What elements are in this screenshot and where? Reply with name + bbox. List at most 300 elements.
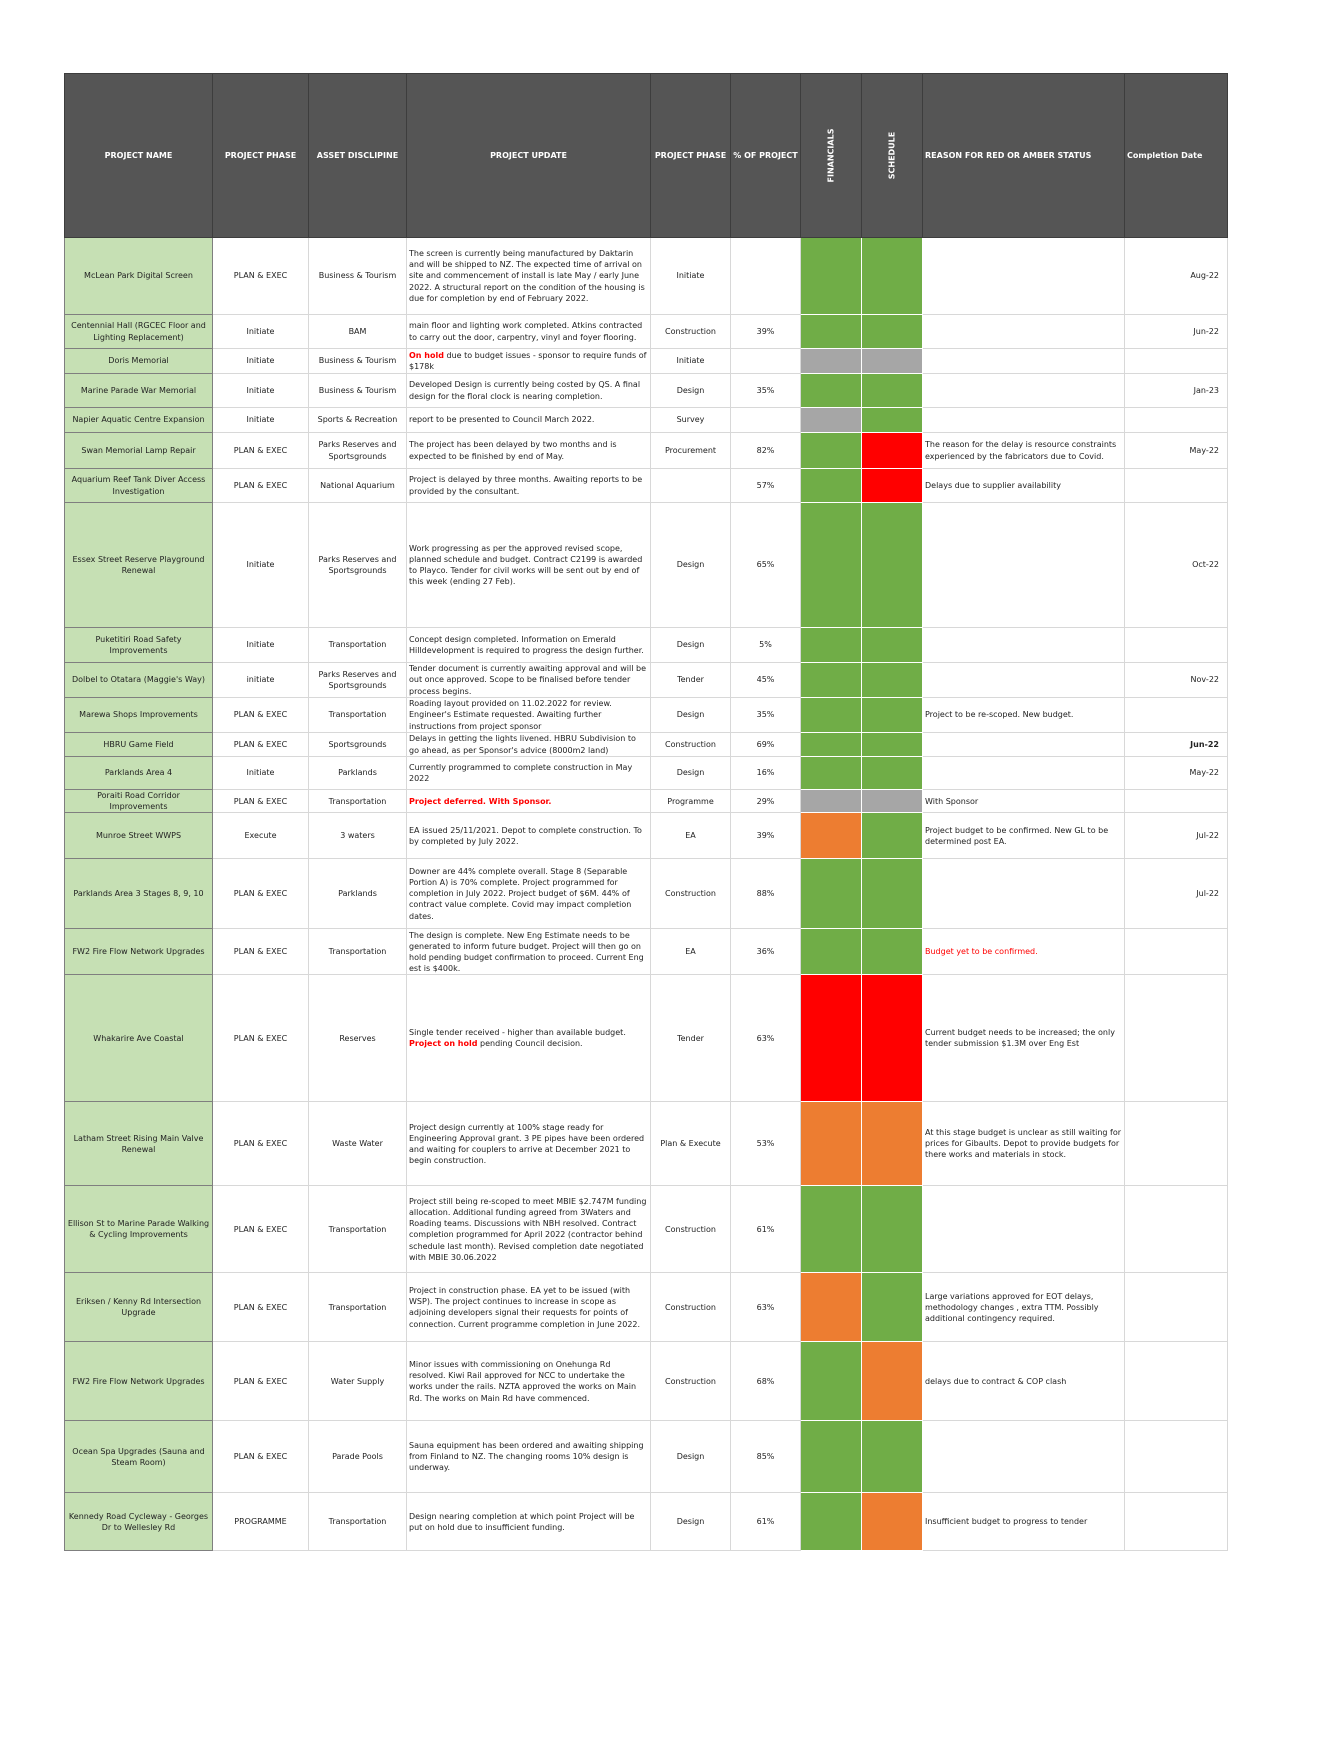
completion-date-cell: Aug-22 — [1125, 238, 1228, 315]
completion-date-cell: Jul-22 — [1125, 859, 1228, 929]
table-row — [65, 628, 1228, 663]
completion-date-cell — [1125, 975, 1228, 1102]
table-row — [65, 1421, 1228, 1493]
project-phase-cell: PLAN & EXEC — [213, 975, 309, 1102]
project-name-cell: Marewa Shops Improvements — [65, 698, 213, 733]
asset-discipline-cell: Transportation — [309, 1186, 407, 1273]
update-flag: Project deferred. With Sponsor. — [409, 796, 552, 806]
project-phase-2-cell: Tender — [651, 975, 731, 1102]
asset-discipline-cell: Transportation — [309, 698, 407, 733]
completion-date-cell — [1125, 628, 1228, 663]
project-update-cell — [407, 374, 651, 408]
schedule-status-cell — [862, 315, 923, 349]
header-project-update: PROJECT UPDATE — [407, 74, 651, 238]
project-phase-2-cell: Tender — [651, 663, 731, 698]
update-text: main floor and lighting work completed. Atkins contracted to carry out the door, carpentry, vinyl and foyer flooring. — [409, 321, 643, 342]
reason-cell — [923, 813, 1125, 859]
project-phase-2-cell: Procurement — [651, 433, 731, 469]
project-name-cell: Ocean Spa Upgrades (Sauna and Steam Room) — [65, 1421, 213, 1493]
update-text: Tender document is currently awaiting approval and will be out once approved. Scope to be finalised before tender process begins. — [409, 664, 646, 696]
table-row — [65, 315, 1228, 349]
project-phase-cell: Execute — [213, 813, 309, 859]
header-project-phase: PROJECT PHASE — [213, 74, 309, 238]
reason-cell — [923, 1421, 1125, 1493]
update-text: The design is complete. New Eng Estimate needs to be generated to inform future budget. Project will then go on hold pending budget confirmation to proceed. Current Eng est is $400k. — [409, 930, 644, 974]
reason-text: Large variations approved for EOT delays, methodology changes , extra TTM. Possibly additional contingency required. — [925, 1291, 1099, 1323]
project-name-cell: Whakarire Ave Coastal — [65, 975, 213, 1102]
schedule-status-cell — [862, 1102, 923, 1186]
project-phase-2-cell: Construction — [651, 859, 731, 929]
project-name-cell: Munroe Street WWPS — [65, 813, 213, 859]
update-text: Delays in getting the lights livened. HBRU Subdivision to go ahead, as per Sponsor's advice (8000m2 land) — [409, 734, 636, 755]
project-name-cell: Eriksen / Kenny Rd Intersection Upgrade — [65, 1273, 213, 1342]
reason-text: Project budget to be confirmed. New GL to be determined post EA. — [925, 825, 1109, 846]
financials-status-cell — [801, 374, 862, 408]
update-text: due to budget issues - sponsor to require funds of $178k — [409, 350, 647, 371]
percent-cell: 57% — [731, 469, 801, 503]
project-phase-cell: PLAN & EXEC — [213, 1102, 309, 1186]
asset-discipline-cell: Waste Water — [309, 1102, 407, 1186]
financials-status-cell — [801, 349, 862, 374]
project-name-cell: Ellison St to Marine Parade Walking & Cycling Improvements — [65, 1186, 213, 1273]
project-update-cell — [407, 238, 651, 315]
reason-cell — [923, 1102, 1125, 1186]
completion-date-cell: Jan-23 — [1125, 374, 1228, 408]
completion-date-cell — [1125, 469, 1228, 503]
project-name-cell: FW2 Fire Flow Network Upgrades — [65, 1342, 213, 1421]
update-text: Developed Design is currently being costed by QS. A final design for the floral clock is nearing completion. — [409, 380, 641, 401]
project-phase-cell: PLAN & EXEC — [213, 1342, 309, 1421]
completion-date-cell — [1125, 1102, 1228, 1186]
percent-cell: 45% — [731, 663, 801, 698]
schedule-status-cell — [862, 628, 923, 663]
financials-status-cell — [801, 663, 862, 698]
percent-cell: 63% — [731, 975, 801, 1102]
header-project-name: PROJECT NAME — [65, 74, 213, 238]
percent-cell — [731, 349, 801, 374]
project-phase-2-cell: EA — [651, 813, 731, 859]
reason-cell — [923, 628, 1125, 663]
project-phase-2-cell: Survey — [651, 408, 731, 433]
project-phase-cell: Initiate — [213, 757, 309, 790]
reason-text: Current budget needs to be increased; the only tender submission $1.3M over Eng Est — [925, 1028, 1115, 1049]
reason-cell — [923, 349, 1125, 374]
schedule-status-cell — [862, 790, 923, 813]
asset-discipline-cell: Parklands — [309, 757, 407, 790]
percent-cell: 61% — [731, 1186, 801, 1273]
project-update-cell — [407, 975, 651, 1102]
schedule-status-cell — [862, 975, 923, 1102]
table-row — [65, 503, 1228, 628]
update-flag: On hold — [409, 350, 444, 360]
reason-cell — [923, 733, 1125, 757]
header-completion-date: Completion Date — [1125, 74, 1228, 238]
project-update-cell — [407, 433, 651, 469]
table-row — [65, 349, 1228, 374]
project-phase-2-cell: Construction — [651, 1273, 731, 1342]
project-name-cell: Aquarium Reef Tank Diver Access Investigation — [65, 469, 213, 503]
schedule-status-cell — [862, 408, 923, 433]
reason-text: The reason for the delay is resource constraints experienced by the fabricators due to Covid. — [925, 440, 1117, 461]
project-phase-cell: PLAN & EXEC — [213, 238, 309, 315]
project-name-cell: HBRU Game Field — [65, 733, 213, 757]
project-name-cell: Dolbel to Otatara (Maggie's Way) — [65, 663, 213, 698]
reason-cell — [923, 1273, 1125, 1342]
schedule-status-cell — [862, 757, 923, 790]
project-name-cell: Puketitiri Road Safety Improvements — [65, 628, 213, 663]
schedule-status-cell — [862, 1273, 923, 1342]
project-name-cell: Essex Street Reserve Playground Renewal — [65, 503, 213, 628]
reason-cell — [923, 315, 1125, 349]
project-phase-2-cell: Design — [651, 1493, 731, 1551]
table-body — [65, 238, 1228, 1551]
table-row — [65, 929, 1228, 975]
financials-status-cell — [801, 1493, 862, 1551]
percent-cell: 39% — [731, 315, 801, 349]
asset-discipline-cell: Transportation — [309, 929, 407, 975]
project-phase-2-cell: EA — [651, 929, 731, 975]
completion-date-cell: May-22 — [1125, 757, 1228, 790]
asset-discipline-cell: Parks Reserves and Sportsgrounds — [309, 663, 407, 698]
project-phase-cell: Initiate — [213, 349, 309, 374]
reason-cell — [923, 757, 1125, 790]
completion-date-cell — [1125, 790, 1228, 813]
financials-status-cell — [801, 757, 862, 790]
project-name-cell: FW2 Fire Flow Network Upgrades — [65, 929, 213, 975]
table-row — [65, 813, 1228, 859]
financials-status-cell — [801, 238, 862, 315]
project-status-table — [64, 73, 1228, 1551]
project-update-cell — [407, 859, 651, 929]
financials-status-cell — [801, 813, 862, 859]
percent-cell: 5% — [731, 628, 801, 663]
completion-date-cell: Jun-22 — [1125, 315, 1228, 349]
reason-cell — [923, 1493, 1125, 1551]
project-update-cell — [407, 408, 651, 433]
percent-cell: 65% — [731, 503, 801, 628]
table-row — [65, 733, 1228, 757]
reason-text: Project to be re-scoped. New budget. — [925, 710, 1074, 720]
header-row — [65, 74, 1228, 238]
schedule-status-cell — [862, 859, 923, 929]
header-asset-discipline: ASSET DISCLIPINE — [309, 74, 407, 238]
percent-cell: 88% — [731, 859, 801, 929]
project-name-cell: Napier Aquatic Centre Expansion — [65, 408, 213, 433]
financials-status-cell — [801, 1342, 862, 1421]
schedule-status-cell — [862, 698, 923, 733]
asset-discipline-cell: Transportation — [309, 1273, 407, 1342]
financials-status-cell — [801, 790, 862, 813]
project-phase-2-cell: Design — [651, 503, 731, 628]
project-phase-2-cell — [651, 469, 731, 503]
reason-cell — [923, 859, 1125, 929]
project-update-cell — [407, 813, 651, 859]
project-phase-cell: Initiate — [213, 374, 309, 408]
project-update-cell — [407, 315, 651, 349]
table-row — [65, 1186, 1228, 1273]
asset-discipline-cell: Sports & Recreation — [309, 408, 407, 433]
schedule-status-cell — [862, 433, 923, 469]
project-phase-cell: PLAN & EXEC — [213, 433, 309, 469]
project-phase-2-cell: Plan & Execute — [651, 1102, 731, 1186]
table-row — [65, 698, 1228, 733]
schedule-status-cell — [862, 813, 923, 859]
schedule-status-cell — [862, 1493, 923, 1551]
project-update-cell — [407, 469, 651, 503]
project-phase-cell: PLAN & EXEC — [213, 469, 309, 503]
asset-discipline-cell: Business & Tourism — [309, 374, 407, 408]
project-name-cell: Doris Memorial — [65, 349, 213, 374]
financials-status-cell — [801, 698, 862, 733]
asset-discipline-cell: Sportsgrounds — [309, 733, 407, 757]
financials-status-cell — [801, 929, 862, 975]
percent-cell — [731, 238, 801, 315]
percent-cell: 35% — [731, 374, 801, 408]
completion-date-cell: Jul-22 — [1125, 813, 1228, 859]
project-update-cell — [407, 663, 651, 698]
reason-text: Insufficient budget to progress to tender — [925, 1517, 1088, 1527]
project-phase-2-cell: Initiate — [651, 349, 731, 374]
asset-discipline-cell: Parade Pools — [309, 1421, 407, 1493]
asset-discipline-cell: Parks Reserves and Sportsgrounds — [309, 433, 407, 469]
financials-status-cell — [801, 859, 862, 929]
reason-text: At this stage budget is unclear as still waiting for prices for Gibaults. Depot to provide budgets for there works and materials in stock. — [925, 1128, 1122, 1160]
schedule-status-cell — [862, 929, 923, 975]
project-phase-2-cell: Design — [651, 698, 731, 733]
reason-cell — [923, 698, 1125, 733]
asset-discipline-cell: Reserves — [309, 975, 407, 1102]
completion-date-cell: May-22 — [1125, 433, 1228, 469]
asset-discipline-cell: Business & Tourism — [309, 349, 407, 374]
percent-cell: 61% — [731, 1493, 801, 1551]
project-name-cell: Latham Street Rising Main Valve Renewal — [65, 1102, 213, 1186]
percent-cell: 16% — [731, 757, 801, 790]
project-update-cell — [407, 1421, 651, 1493]
project-phase-cell: PROGRAMME — [213, 1493, 309, 1551]
schedule-status-cell — [862, 374, 923, 408]
table-row — [65, 1273, 1228, 1342]
table-row — [65, 469, 1228, 503]
reason-cell — [923, 1186, 1125, 1273]
project-update-cell — [407, 733, 651, 757]
project-phase-cell: PLAN & EXEC — [213, 790, 309, 813]
project-phase-2-cell: Design — [651, 757, 731, 790]
project-phase-cell: PLAN & EXEC — [213, 698, 309, 733]
schedule-status-cell — [862, 733, 923, 757]
percent-cell: 29% — [731, 790, 801, 813]
update-text: Project design currently at 100% stage ready for Engineering Approval grant. 3 PE pipes have been ordered and waiting for couplers to arrive at December 2021 to begin construction. — [409, 1122, 645, 1166]
project-name-cell: Parklands Area 4 — [65, 757, 213, 790]
project-update-cell — [407, 929, 651, 975]
financials-status-cell — [801, 628, 862, 663]
percent-cell: 63% — [731, 1273, 801, 1342]
project-update-cell — [407, 1102, 651, 1186]
header-reason: REASON FOR RED OR AMBER STATUS — [923, 74, 1125, 238]
schedule-status-cell — [862, 469, 923, 503]
update-text: Roading layout provided on 11.02.2022 for review. Engineer's Estimate requested. Awaiting further instructions from project sponsor — [409, 699, 612, 731]
project-update-cell — [407, 790, 651, 813]
project-update-cell — [407, 1342, 651, 1421]
table-row — [65, 238, 1228, 315]
financials-status-cell — [801, 1421, 862, 1493]
completion-date-cell — [1125, 1186, 1228, 1273]
financials-status-cell — [801, 733, 862, 757]
project-phase-cell: PLAN & EXEC — [213, 1421, 309, 1493]
table-row — [65, 1102, 1228, 1186]
project-phase-2-cell: Design — [651, 628, 731, 663]
update-text: Sauna equipment has been ordered and awaiting shipping from Finland to NZ. The changing rooms 10% design is underway. — [409, 1441, 644, 1473]
asset-discipline-cell: National Aquarium — [309, 469, 407, 503]
update-text: Single tender received - higher than available budget. — [409, 1028, 626, 1038]
header-schedule: SCHEDULE — [862, 74, 923, 238]
percent-cell: 36% — [731, 929, 801, 975]
asset-discipline-cell: 3 waters — [309, 813, 407, 859]
update-text: Project in construction phase. EA yet to be issued (with WSP). The project continues to increase in scope as adjoining developers signal their requests for points of connection. Current programme completion in June 2022. — [409, 1286, 641, 1329]
project-phase-2-cell: Programme — [651, 790, 731, 813]
reason-cell — [923, 929, 1125, 975]
completion-date-cell: Nov-22 — [1125, 663, 1228, 698]
project-update-cell — [407, 1493, 651, 1551]
project-update-cell — [407, 349, 651, 374]
schedule-status-cell — [862, 238, 923, 315]
reason-cell — [923, 374, 1125, 408]
completion-date-cell — [1125, 698, 1228, 733]
project-name-cell: Kennedy Road Cycleway - Georges Dr to Wellesley Rd — [65, 1493, 213, 1551]
percent-cell: 82% — [731, 433, 801, 469]
project-phase-cell: Initiate — [213, 408, 309, 433]
project-phase-2-cell: Construction — [651, 1342, 731, 1421]
schedule-status-cell — [862, 349, 923, 374]
schedule-status-cell — [862, 503, 923, 628]
completion-date-cell — [1125, 1421, 1228, 1493]
percent-cell: 35% — [731, 698, 801, 733]
percent-cell: 53% — [731, 1102, 801, 1186]
project-phase-2-cell: Initiate — [651, 238, 731, 315]
table-row — [65, 1493, 1228, 1551]
table-row — [65, 663, 1228, 698]
reason-text: Delays due to supplier availability — [925, 480, 1061, 490]
project-phase-cell: PLAN & EXEC — [213, 1273, 309, 1342]
project-update-cell — [407, 698, 651, 733]
project-name-cell: Centennial Hall (RGCEC Floor and Lighting Replacement) — [65, 315, 213, 349]
table-row — [65, 790, 1228, 813]
project-update-cell — [407, 503, 651, 628]
reason-text: delays due to contract & COP clash — [925, 1376, 1067, 1386]
asset-discipline-cell: BAM — [309, 315, 407, 349]
financials-status-cell — [801, 1186, 862, 1273]
financials-status-cell — [801, 315, 862, 349]
completion-date-cell: Oct-22 — [1125, 503, 1228, 628]
update-text: The screen is currently being manufactured by Daktarin and will be shipped to NZ. The expected time of arrival on site and commencement of install is late May / early June 2022. A structural report on the condition of the housing is due for completion by end of February 2022. — [409, 249, 645, 303]
asset-discipline-cell: Water Supply — [309, 1342, 407, 1421]
project-phase-cell: PLAN & EXEC — [213, 1186, 309, 1273]
asset-discipline-cell: Transportation — [309, 1493, 407, 1551]
project-name-cell: Marine Parade War Memorial — [65, 374, 213, 408]
financials-status-cell — [801, 1102, 862, 1186]
reason-cell — [923, 433, 1125, 469]
completion-date-cell — [1125, 1273, 1228, 1342]
update-text: Downer are 44% complete overall. Stage 8 (Separable Portion A) is 70% complete. Project programmed for completion in July 2022. Project budget of $6M. 44% of contract value complete. Covid may impact completion dates. — [409, 866, 632, 921]
update-text: EA issued 25/11/2021. Depot to complete construction. To by completed by July 2022. — [409, 825, 642, 846]
project-update-cell — [407, 1273, 651, 1342]
reason-cell — [923, 663, 1125, 698]
completion-date-cell — [1125, 1342, 1228, 1421]
project-phase-cell: Initiate — [213, 628, 309, 663]
schedule-status-cell — [862, 1186, 923, 1273]
table-row — [65, 408, 1228, 433]
percent-cell: 39% — [731, 813, 801, 859]
table-row — [65, 757, 1228, 790]
reason-cell — [923, 408, 1125, 433]
financials-status-cell — [801, 503, 862, 628]
percent-cell: 85% — [731, 1421, 801, 1493]
project-name-cell: McLean Park Digital Screen — [65, 238, 213, 315]
update-text: Currently programmed to complete construction in May 2022 — [409, 762, 633, 783]
financials-status-cell — [801, 408, 862, 433]
financials-status-cell — [801, 975, 862, 1102]
reason-cell — [923, 1342, 1125, 1421]
header-project-phase-2: PROJECT PHASE — [651, 74, 731, 238]
update-text: report to be presented to Council March 2022. — [409, 415, 595, 425]
update-text: Minor issues with commissioning on Onehunga Rd resolved. Kiwi Rail approved for NCC to undertake the works under the rails. NZTA approved the works on Main Rd. The works on Main Rd have commenced. — [409, 1360, 637, 1403]
project-phase-2-cell: Construction — [651, 733, 731, 757]
asset-discipline-cell: Business & Tourism — [309, 238, 407, 315]
completion-date-cell — [1125, 349, 1228, 374]
completion-date-cell — [1125, 1493, 1228, 1551]
reason-cell — [923, 975, 1125, 1102]
asset-discipline-cell: Parklands — [309, 859, 407, 929]
update-text-tail: pending Council decision. — [477, 1039, 583, 1049]
table-row — [65, 975, 1228, 1102]
project-name-cell: Swan Memorial Lamp Repair — [65, 433, 213, 469]
update-text: Project still being re-scoped to meet MBIE $2.747M funding allocation. Additional funding agreed from 3Waters and Roading teams. Discussions with NBH resolved. Contract completion programmed for April 2022 (contractor behind schedule last month). Revised completion date negotiated with MBIE 30.06.2022 — [409, 1196, 647, 1262]
update-text: The project has been delayed by two months and is expected to be finished by end of May. — [409, 440, 617, 461]
update-text: Concept design completed. Information on Emerald Hilldevelopment is required to progress the design further. — [409, 634, 644, 655]
project-phase-2-cell: Construction — [651, 1186, 731, 1273]
reason-flag: Budget yet to be confirmed. — [925, 947, 1038, 957]
completion-date-cell — [1125, 929, 1228, 975]
update-text: Work progressing as per the approved revised scope, planned schedule and budget. Contract C2199 is awarded to Playco. Tender for civil works will be sent out by end of this week (ending 27 Feb). — [409, 543, 643, 587]
percent-cell: 68% — [731, 1342, 801, 1421]
asset-discipline-cell: Parks Reserves and Sportsgrounds — [309, 503, 407, 628]
financials-status-cell — [801, 433, 862, 469]
project-update-cell — [407, 757, 651, 790]
financials-status-cell — [801, 469, 862, 503]
project-update-cell — [407, 628, 651, 663]
schedule-status-cell — [862, 1421, 923, 1493]
reason-cell — [923, 469, 1125, 503]
project-phase-cell: PLAN & EXEC — [213, 859, 309, 929]
project-name-cell: Poraiti Road Corridor Improvements — [65, 790, 213, 813]
project-phase-cell: PLAN & EXEC — [213, 733, 309, 757]
reason-cell — [923, 238, 1125, 315]
update-text: Design nearing completion at which point Project will be put on hold due to insufficient funding. — [409, 1511, 635, 1532]
asset-discipline-cell: Transportation — [309, 628, 407, 663]
project-phase-2-cell: Construction — [651, 315, 731, 349]
project-phase-cell: initiate — [213, 663, 309, 698]
reason-cell — [923, 503, 1125, 628]
project-phase-cell: Initiate — [213, 503, 309, 628]
percent-cell: 69% — [731, 733, 801, 757]
schedule-status-cell — [862, 1342, 923, 1421]
project-phase-2-cell: Design — [651, 374, 731, 408]
project-name-cell: Parklands Area 3 Stages 8, 9, 10 — [65, 859, 213, 929]
reason-text: With Sponsor — [925, 796, 979, 806]
asset-discipline-cell: Transportation — [309, 790, 407, 813]
project-phase-cell: Initiate — [213, 315, 309, 349]
table-row — [65, 374, 1228, 408]
project-phase-2-cell: Design — [651, 1421, 731, 1493]
